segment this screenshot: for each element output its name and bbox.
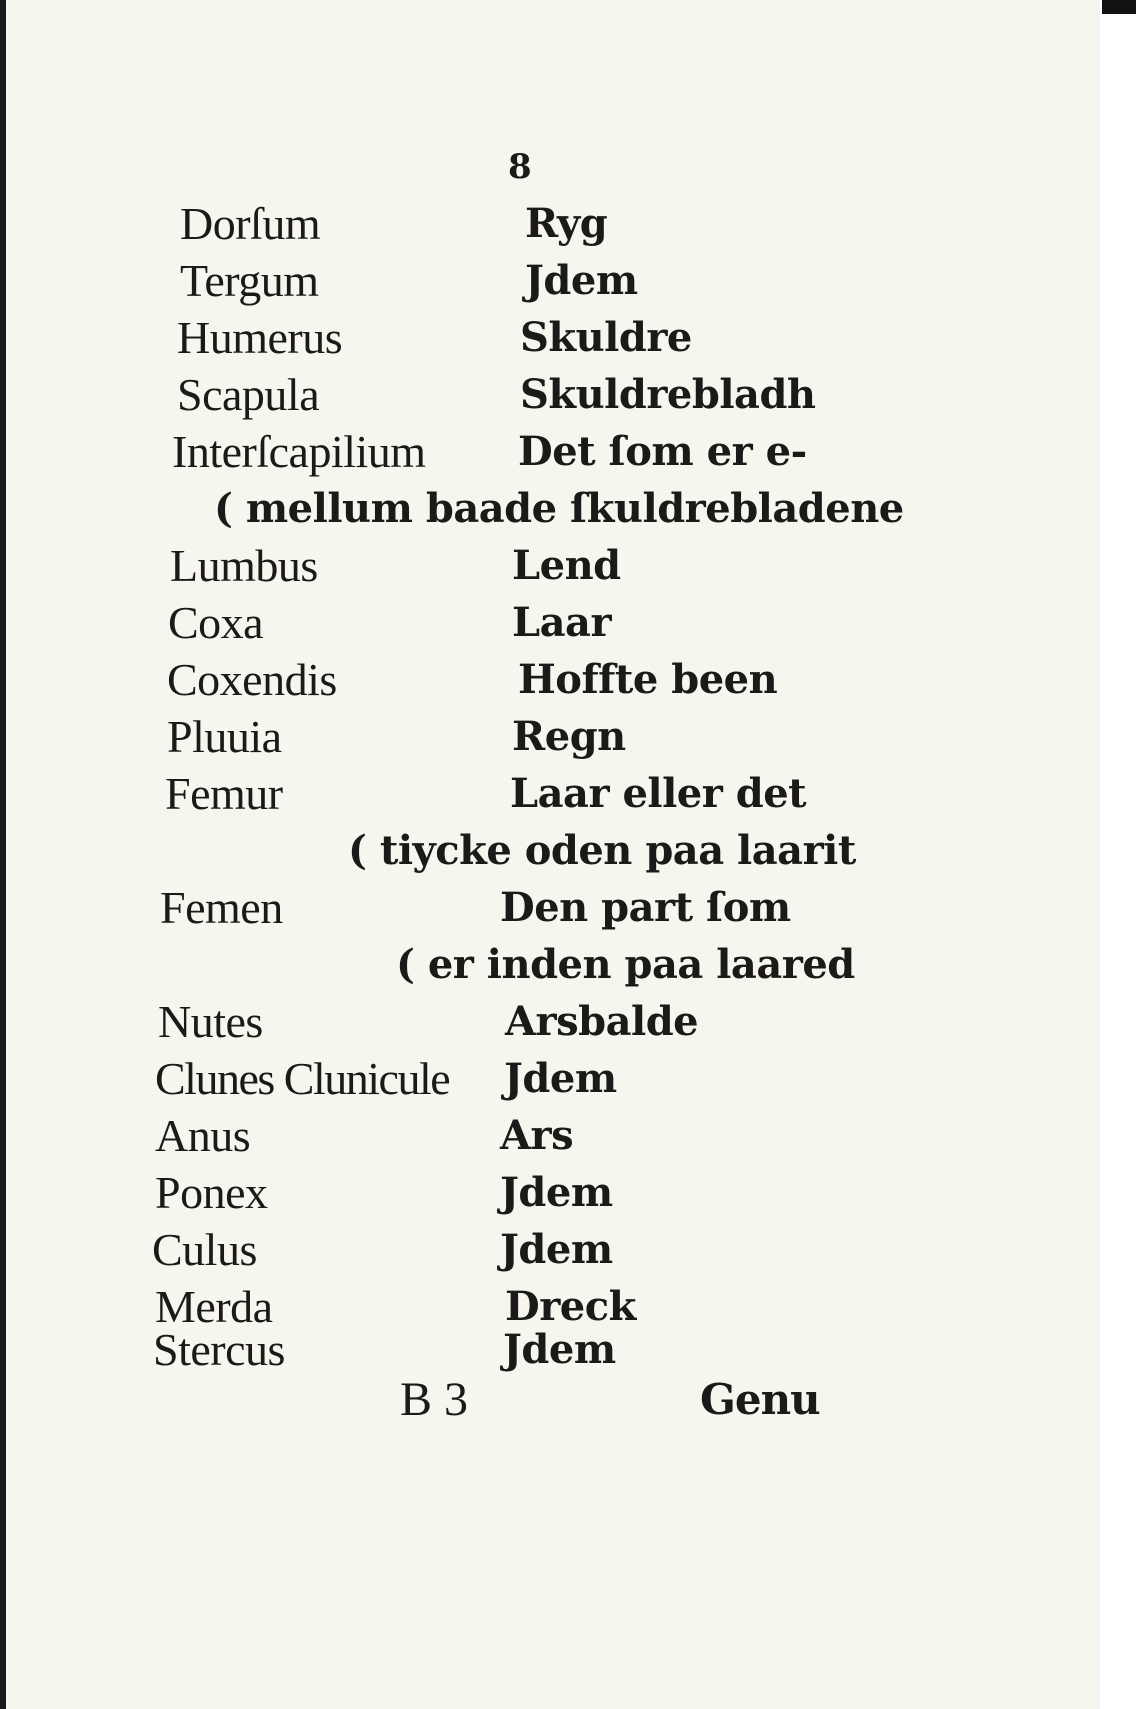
danish-term: Dreck (505, 1283, 636, 1330)
latin-term: Stercus (153, 1324, 285, 1375)
danish-term: Den part ſom (500, 884, 791, 931)
latin-term: Lumbus (170, 540, 318, 591)
glossary-row (0, 196, 1100, 252)
glossary-row (0, 310, 1100, 366)
glossary-row (0, 1222, 1100, 1278)
continuation-line: ( er inden paa laared (396, 941, 855, 988)
latin-term: Anus (155, 1110, 251, 1161)
continuation-line: ( tiycke oden paa laarit (348, 827, 856, 874)
latin-term: Coxendis (167, 654, 337, 705)
glossary-row (0, 1165, 1100, 1221)
danish-term: Skuldre (520, 314, 692, 361)
catchword: Genu (700, 1375, 820, 1424)
scan-corner-mark (1102, 0, 1136, 14)
latin-term: Ponex (155, 1167, 268, 1218)
danish-term: Jdem (500, 1169, 613, 1216)
glossary-continuation-row (0, 481, 1100, 537)
danish-term: Arsbalde (505, 998, 699, 1045)
danish-term: Skuldrebladh (520, 371, 816, 418)
latin-term: Culus (152, 1224, 257, 1275)
glossary-row (0, 709, 1100, 765)
latin-term: Nutes (158, 996, 263, 1047)
glossary-row (0, 652, 1100, 708)
latin-term: Humerus (177, 312, 343, 363)
danish-term: Jdem (504, 1055, 617, 1102)
danish-term: Lend (512, 542, 621, 589)
danish-term: Jdem (500, 1226, 613, 1273)
danish-term: Laar (512, 599, 612, 646)
danish-term: Hoffte been (518, 656, 778, 703)
latin-term: Coxa (168, 597, 264, 648)
danish-term: Jdem (503, 1326, 616, 1373)
latin-term: Pluuia (167, 711, 282, 762)
latin-term: Femur (165, 768, 283, 819)
danish-term: Ars (500, 1112, 574, 1159)
glossary-row (0, 880, 1100, 936)
scan-right-margin (1100, 0, 1136, 1709)
page-footer (0, 1372, 1100, 1432)
latin-term: Clunes Clunicule (155, 1053, 450, 1104)
glossary-row (0, 424, 1100, 480)
glossary-continuation-row (0, 937, 1100, 993)
glossary-row (0, 538, 1100, 594)
latin-term: Tergum (180, 255, 319, 306)
signature-mark: B 3 (400, 1373, 469, 1426)
glossary-row (0, 595, 1100, 651)
glossary-row (0, 253, 1100, 309)
glossary-row (0, 1051, 1100, 1107)
continuation-line: ( mellum baade ſkuldrebladene (214, 485, 904, 532)
latin-term: Scapula (177, 369, 320, 420)
latin-term: Femen (160, 882, 283, 933)
glossary-continuation-row (0, 823, 1100, 879)
latin-term: Dorſum (180, 198, 321, 249)
glossary-row (0, 367, 1100, 423)
danish-term: Ryg (525, 200, 608, 247)
glossary-row (0, 766, 1100, 822)
danish-term: Det ſom er e- (518, 428, 807, 475)
latin-term: Merda (155, 1281, 273, 1332)
danish-term: Regn (512, 713, 626, 760)
danish-term: Jdem (525, 257, 638, 304)
latin-term: Interſcapilium (172, 426, 426, 477)
glossary-row (0, 994, 1100, 1050)
glossary-row (0, 1108, 1100, 1164)
danish-term: Laar eller det (510, 770, 807, 817)
page-number: 8 (508, 147, 532, 187)
glossary-row (0, 1322, 1100, 1378)
